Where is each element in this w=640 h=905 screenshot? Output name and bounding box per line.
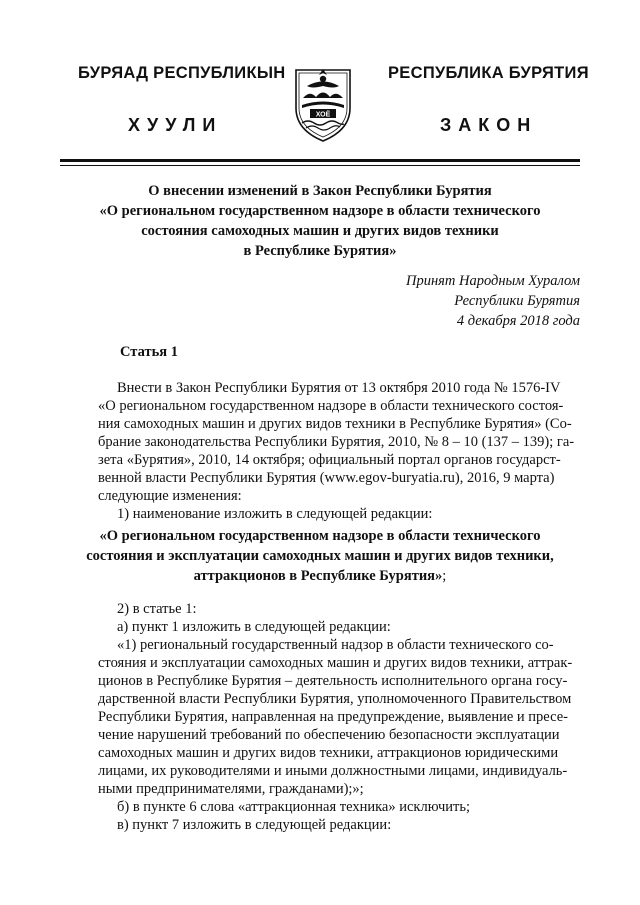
paragraph-line: брание законодательства Республики Бурятия, 2010, № 8 – 10 (137 – 139); га- <box>98 434 575 450</box>
paragraph-line: Республики Бурятия, направленная на предупреждение, выявление и пресе- <box>98 709 568 725</box>
law-title-line: О внесении изменений в Закон Республики Бурятия <box>148 183 492 199</box>
header-russian-title: РЕСПУБЛИКА БУРЯТИЯ <box>388 64 589 82</box>
article-heading: Статья 1 <box>120 344 178 360</box>
paragraph-line: а) пункт 1 изложить в следующей редакции: <box>117 619 391 635</box>
paragraph-line: дарственной власти Республики Бурятия, уполномоченного Правительством <box>98 691 572 707</box>
adoption-date: 4 декабря 2018 года <box>456 313 580 329</box>
paragraph-line: б) в пункте 6 слова «аттракционная техника» исключить; <box>117 799 471 815</box>
new-law-name <box>60 526 580 586</box>
law-title-line: в Республике Бурятия» <box>243 243 397 259</box>
article-paragraph-1 <box>98 379 588 523</box>
new-name-text: аттракционов в Республике Бурятия» <box>193 568 443 584</box>
paragraph-line: венной власти Республики Бурятия (www.egov-buryatia.ru), 2016, 9 марта) <box>98 470 555 486</box>
paragraph-line: ния самоходных машин и других видов техники в Республике Бурятия» (Со- <box>98 416 572 432</box>
article-paragraph-2 <box>98 600 588 834</box>
header-russian-doc-type: ЗАКОН <box>440 115 538 135</box>
paragraph-line: чение нарушений требований по обеспечению безопасности эксплуатации <box>98 727 560 743</box>
new-name-line-last <box>60 566 580 586</box>
paragraph-line: следующие изменения: <box>98 488 242 504</box>
header-buryat-title: БУРЯАД РЕСПУБЛИКЫН <box>78 64 286 82</box>
law-title-line: «О региональном государственном надзоре в области технического <box>99 203 541 219</box>
adoption-line: Принят Народным Хуралом <box>405 273 580 289</box>
coat-of-arms-emblem <box>290 64 356 144</box>
paragraph-line: 1) наименование изложить в следующей редакции: <box>117 506 433 522</box>
paragraph-line: «О региональном государственном надзоре в области технического состоя- <box>98 398 564 414</box>
header-divider-thick <box>60 159 580 162</box>
header-divider-thin <box>60 165 580 166</box>
paragraph-line: лицами, их руководителями и иными должностными лицами, индивидуаль- <box>98 763 568 779</box>
new-name-closing-mark: ; <box>442 568 447 584</box>
paragraph-line: ционов в Республике Бурятия – деятельность исполнительного органа госу- <box>98 673 568 689</box>
law-title-line: состояния самоходных машин и других видов техники <box>141 223 499 239</box>
paragraph-line: «1) региональный государственный надзор в области технического со- <box>117 637 554 653</box>
paragraph-line: 2) в статье 1: <box>117 601 197 617</box>
paragraph-line: ными предпринимателями, гражданами);»; <box>98 781 364 797</box>
adoption-line: Республики Бурятия <box>454 293 580 309</box>
adoption-note <box>380 271 580 331</box>
law-title <box>60 181 580 261</box>
paragraph-line: стояния и эксплуатации самоходных машин и других видов техники, аттрак- <box>98 655 573 671</box>
paragraph-line: зета «Бурятия», 2010, 14 октября; официальный портал органов государст- <box>98 452 561 468</box>
paragraph-line: Внести в Закон Республики Бурятия от 13 октября 2010 года № 1576-IV <box>117 380 561 396</box>
paragraph-line: в) пункт 7 изложить в следующей редакции: <box>117 817 392 833</box>
new-name-line: состояния и эксплуатации самоходных машин и других видов техники, <box>86 548 554 564</box>
paragraph-line: самоходных машин и других видов техники, аттракционов юридическими <box>98 745 559 761</box>
emblem-text: ХОЁ <box>315 111 331 119</box>
new-name-line: «О региональном государственном надзоре в области технического <box>99 528 541 544</box>
header-buryat-doc-type: ХУУЛИ <box>128 115 223 135</box>
